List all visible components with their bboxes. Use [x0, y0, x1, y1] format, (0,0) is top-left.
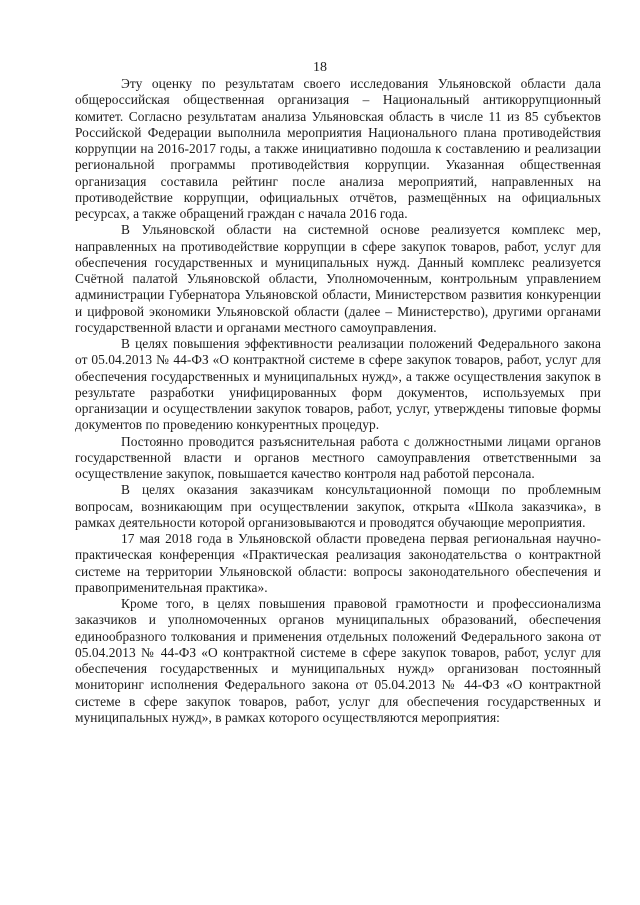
paragraph-customer-school: В целях оказания заказчикам консультационной помощи по проблемным вопросам, возникающим при осуществлении закупок, открыта «Школа заказчика», в рамках деятельности которой организовываются и проводятся обучающие мероприятия. [75, 482, 601, 530]
paragraph-efficiency-44fz: В целях повышения эффективности реализации положений Федерального закона от 05.04.2013 № 44-ФЗ «О контрактной системе в сфере закупок товаров, работ, услуг для обеспечения государственных и муниципальных нужд», а также осуществления закупок в результате разработки унифицированных форм документов, используемых при организации и осуществлении закупок товаров, работ, услуг, утверждены типовые формы документов по проведению конкурентных процедур. [75, 336, 601, 433]
paragraph-rating-assessment: Эту оценку по результатам своего исследования Ульяновской области дала общероссийская общественная организация – Национальный антикоррупционный комитет. Согласно результатам анализа Ульяновская область в числе 11 из 85 субъектов Российской Федерации выполнила мероприятия Национального плана противодействия коррупции на 2016-2017 годы, а также инициативно подошла к составлению и реализации региональной программы противодействия коррупции. Указанная общественная организация составила рейтинг после анализа мероприятий, направленных на противодействие коррупции, официальных отчётов, размещённых на официальных ресурсах, а также обращений граждан с начала 2016 года. [75, 76, 601, 221]
page-number: 18 [313, 60, 327, 75]
paragraph-monitoring: Кроме того, в целях повышения правовой грамотности и профессионализма заказчиков и уполномоченных органов муниципальных образований, обеспечения единообразного толкования и применения отдельных положений Федерального закона от 05.04.2013 № 44-ФЗ «О контрактной системе в сфере закупок товаров, работ, услуг для обеспечения государственных и муниципальных нужд» организован постоянный мониторинг исполнения Федерального закона от 05.04.2013 № 44-ФЗ «О контрактной системе в сфере закупок товаров, работ, услуг для обеспечения государственных и муниципальных нужд», в рамках которого осуществляются мероприятия: [75, 596, 601, 725]
paragraph-procurement-measures: В Ульяновской области на системной основе реализуется комплекс мер, направленных на противодействие коррупции в сфере закупок товаров, работ, услуг для обеспечения государственных и муниципальных нужд. Данный комплекс реализуется Счётной палатой Ульяновской области, Уполномоченным, контрольным управлением администрации Губернатора Ульяновской области, Министерством развития конкуренции и цифровой экономики Ульяновской области (далее – Министерство), другими органами государственной власти и органами местного самоуправления. [75, 222, 601, 335]
document-body [75, 76, 601, 726]
paragraph-explanatory-work: Постоянно проводится разъяснительная работа с должностными лицами органов государственной власти и органов местного самоуправления ответственными за осуществление закупок, повышается качество контроля над работой персонала. [75, 433, 601, 481]
paragraph-conference: 17 мая 2018 года в Ульяновской области проведена первая региональная научно-практическая конференция «Практическая реализация законодательства о контрактной системе на территории Ульяновской области: вопросы законодательного обеспечения и правоприменительная практика». [75, 531, 601, 595]
